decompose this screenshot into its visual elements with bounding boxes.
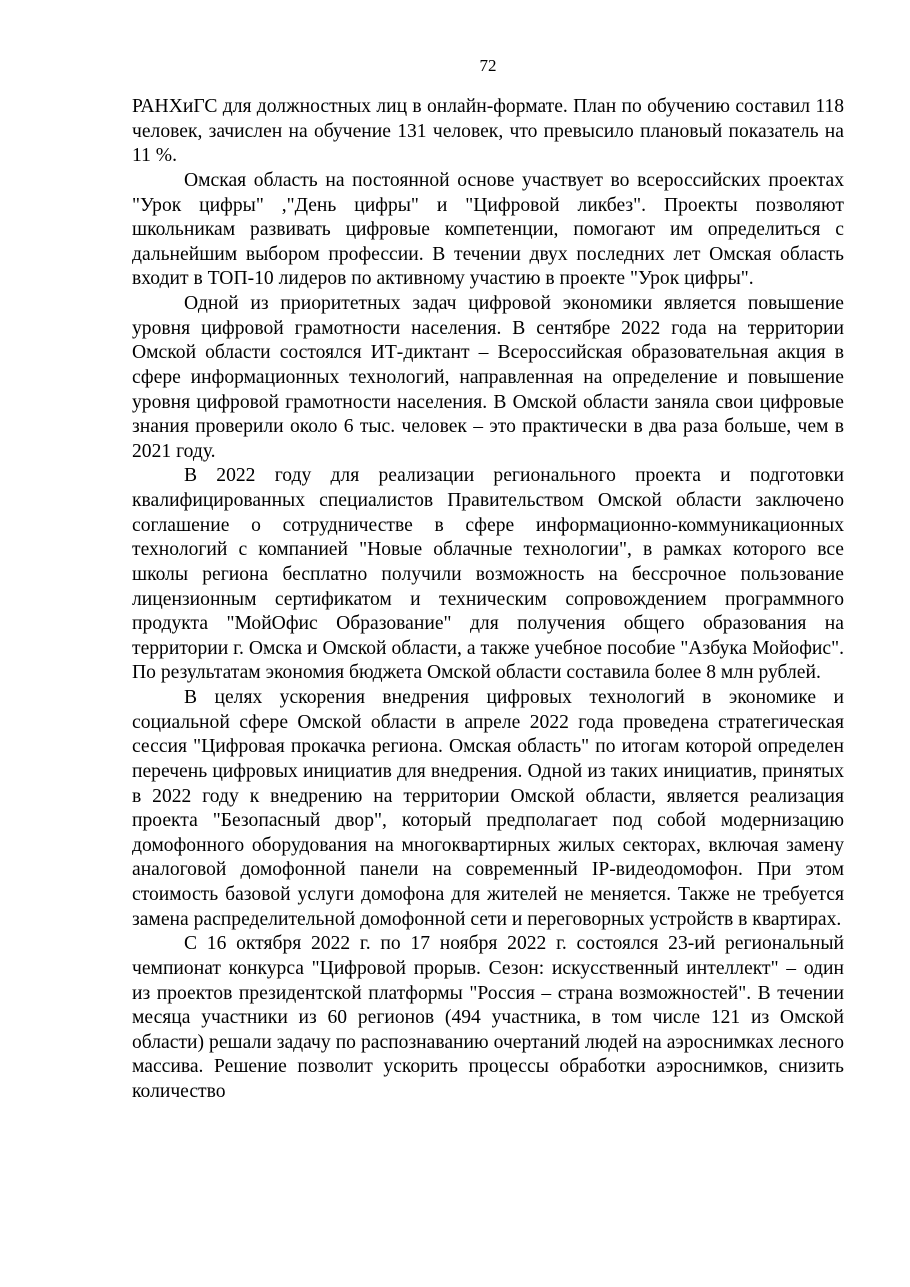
page-number: 72 <box>479 56 497 75</box>
paragraph-it-dictation: Одной из приоритетных задач цифровой экономики является повышение уровня цифровой грамотности населения. В сентябре 2022 года на территории Омской области состоялся ИТ-диктант – Всероссийская образовательная акция в сфере информационных технологий, направленная на определение и повышение уровня цифровой грамотности населения. В Омской области заняла свои цифровые знания проверили около 6 тыс. человек – это практически в два раза больше, чем в 2021 году. <box>132 293 844 462</box>
paragraph-digital-lessons: Омская область на постоянной основе участвует во всероссийских проектах "Урок цифры" ,"День цифры" и "Цифровой ликбез". Проекты позволяют школьникам развивать цифровые компетенции, помогают им определиться с дальнейшим выбором профессии. В течении двух последних лет Омская область входит в ТОП-10 лидеров по активному участию в проекте "Урок цифры". <box>132 169 844 290</box>
paragraph-digital-breakthrough: С 16 октября 2022 г. по 17 ноября 2022 г. состоялся 23-ий региональный чемпионат конкурса "Цифровой прорыв. Сезон: искусственный интеллект" – один из проектов президентской платформы "Россия – страна возможностей". В течении месяца участники из 60 регионов (494 участника, в том числе 121 из Омской области) решали задачу по распознаванию очертаний людей на аэроснимках лесного массива. Решение позволит ускорить процессы обработки аэроснимков, снизить количество <box>132 933 844 1102</box>
paragraph-strategic-session: В целях ускорения внедрения цифровых технологий в экономике и социальной сфере Омской области в апреле 2022 года проведена стратегическая сессия "Цифровая прокачка региона. Омская область" по итогам которой определен перечень цифровых инициатив для внедрения. Одной из таких инициатив, принятых в 2022 году к внедрению на территории Омской области, является реализация проекта "Безопасный двор", который предполагает под собой модернизацию домофонного оборудования на многоквартирных жилых секторах, включая замену аналоговой домофонной панели на современный IP-видеодомофон. При этом стоимость базовой услуги домофона для жителей не меняется. Также не требуется замена распределительной домофонной сети и переговорных устройств в квартирах. <box>132 687 844 930</box>
document-body <box>132 95 844 1105</box>
paragraph-myoffice-agreement: В 2022 году для реализации регионального проекта и подготовки квалифицированных специалистов Правительством Омской области заключено соглашение о сотрудничестве в сфере информационно-коммуникационных технологий с компанией "Новые облачные технологии", в рамках которого все школы региона бесплатно получили возможность на бессрочное пользование лицензионным сертификатом и техническим сопровождением программного продукта "МойОфис Образование" для получения общего образования на территории г. Омска и Омской области, а также учебное пособие "Азбука Мойофис". По результатам экономия бюджета Омской области составила более 8 млн рублей. <box>132 465 844 684</box>
paragraph-ranepa-training: РАНХиГС для должностных лиц в онлайн-формате. План по обучению составил 118 человек, зачислен на обучение 131 человек, что превысило плановый показатель на 11 %. <box>132 96 844 167</box>
